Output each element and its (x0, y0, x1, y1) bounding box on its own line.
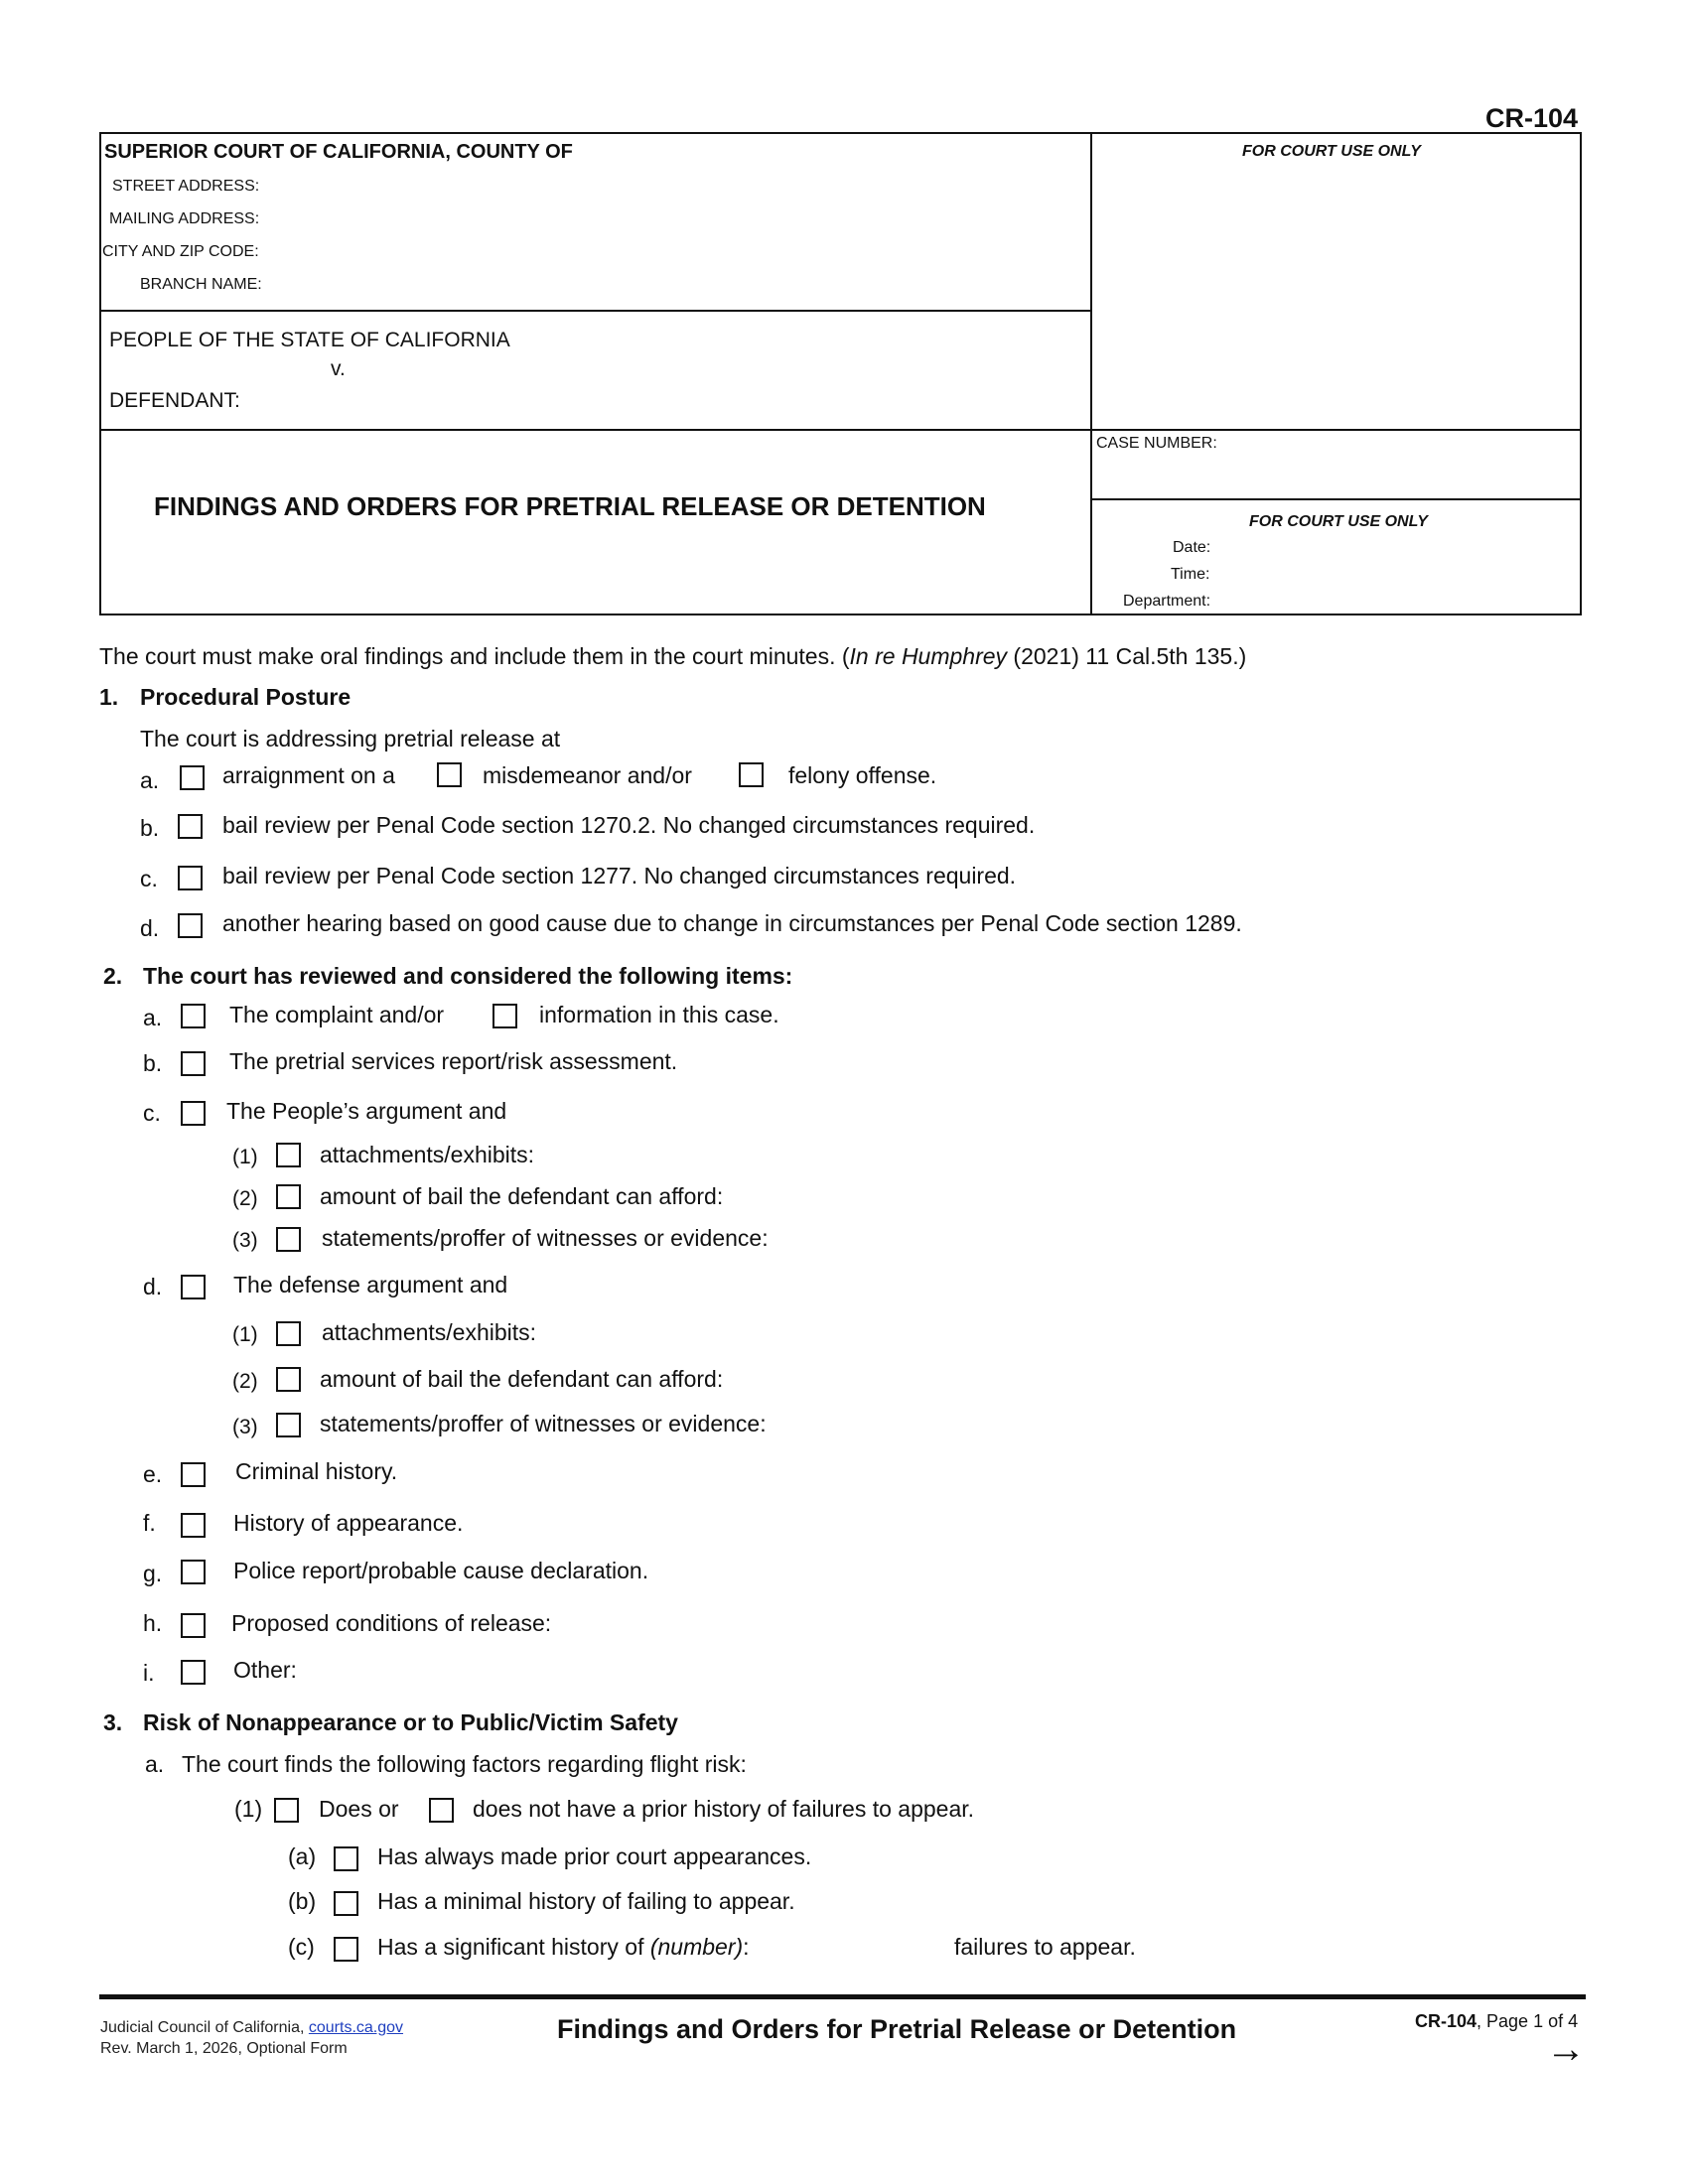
felony-checkbox[interactable] (739, 762, 764, 787)
item-letter: e. (143, 1461, 163, 1487)
item-text: Does or (319, 1796, 399, 1822)
item-text: The pretrial services report/risk assessment. (229, 1048, 678, 1074)
sub-number: (c) (288, 1934, 315, 1960)
item-text: felony offense. (788, 762, 937, 788)
item-letter: b. (140, 815, 160, 841)
proposed-conditions-checkbox[interactable] (181, 1613, 206, 1638)
for-court-use-label-2: FOR COURT USE ONLY (1249, 513, 1428, 530)
department-label: Department: (1123, 593, 1211, 610)
case-number-label: CASE NUMBER: (1096, 435, 1217, 452)
item-text: information in this case. (539, 1002, 779, 1027)
item-letter: h. (143, 1610, 163, 1636)
section1-lead: The court is addressing pretrial release at (140, 726, 561, 751)
defense-statements-checkbox[interactable] (276, 1413, 301, 1437)
caption-divider-1 (99, 310, 1090, 312)
item-text: misdemeanor and/or (483, 762, 692, 788)
item-letter: a. (143, 1005, 163, 1030)
versus-label: v. (331, 357, 346, 380)
item-text: Criminal history. (235, 1458, 398, 1484)
item-text: The People’s argument and (226, 1098, 507, 1124)
court-name-label: SUPERIOR COURT OF CALIFORNIA, COUNTY OF (104, 141, 573, 163)
footer-revision: Rev. March 1, 2026, Optional Form (100, 2040, 348, 2057)
sub-number: (b) (288, 1888, 317, 1914)
courts-link[interactable]: courts.ca.gov (308, 2019, 404, 2036)
always-appeared-checkbox[interactable] (334, 1846, 358, 1871)
caption-box (99, 132, 1582, 615)
for-court-use-label: FOR COURT USE ONLY (1242, 143, 1421, 160)
sub-number: (1) (234, 1796, 263, 1822)
branch-name-label: BRANCH NAME: (140, 276, 262, 293)
sub-number: (3) (232, 1229, 258, 1252)
police-report-checkbox[interactable] (181, 1560, 206, 1584)
sub-number: (2) (232, 1187, 258, 1210)
misdemeanor-checkbox[interactable] (437, 762, 462, 787)
bail-review-1277-checkbox[interactable] (178, 866, 203, 890)
item-letter: i. (143, 1660, 155, 1686)
item-text: amount of bail the defendant can afford: (320, 1366, 724, 1392)
caption-divider-vertical (1090, 132, 1092, 615)
bail-review-1270-checkbox[interactable] (178, 814, 203, 839)
item-text: Police report/probable cause declaration. (233, 1558, 649, 1583)
form-number: CR-104 (1485, 103, 1579, 133)
footer-page-info: CR-104, Page 1 of 4 (1415, 2011, 1579, 2031)
good-cause-hearing-checkbox[interactable] (178, 913, 203, 938)
intro-text: The court must make oral findings and include them in the court minutes. (In re Humphrey (2021) 11 Cal.5th 135.) (99, 643, 1247, 669)
sub-number: (1) (232, 1146, 258, 1168)
city-zip-label: CITY AND ZIP CODE: (102, 243, 259, 260)
item-letter: f. (143, 1510, 156, 1536)
defense-bail-amount-checkbox[interactable] (276, 1367, 301, 1392)
other-checkbox[interactable] (181, 1660, 206, 1685)
section3-number: 3. (103, 1709, 123, 1735)
history-of-appearance-checkbox[interactable] (181, 1513, 206, 1538)
section1-number: 1. (99, 684, 119, 710)
item-text: amount of bail the defendant can afford: (320, 1183, 724, 1209)
peoples-argument-checkbox[interactable] (181, 1101, 206, 1126)
minimal-fta-checkbox[interactable] (334, 1891, 358, 1916)
does-fta-checkbox[interactable] (274, 1798, 299, 1823)
section1-heading: Procedural Posture (140, 684, 352, 710)
item-text: arraignment on a (222, 762, 395, 788)
item-letter: c. (140, 866, 158, 891)
date-label: Date: (1173, 539, 1211, 556)
complaint-checkbox[interactable] (181, 1004, 206, 1028)
item-text: bail review per Penal Code section 1270.2. No changed circumstances required. (222, 812, 1036, 838)
arraignment-checkbox[interactable] (180, 765, 205, 790)
defense-attachments-checkbox[interactable] (276, 1321, 301, 1346)
item-text: The defense argument and (233, 1272, 508, 1297)
footer-title: Findings and Orders for Pretrial Release or Detention (557, 2014, 1237, 2044)
footer-rule (99, 1994, 1586, 1999)
item-letter: g. (143, 1561, 163, 1586)
item-text: attachments/exhibits: (320, 1142, 535, 1167)
item-text: Proposed conditions of release: (231, 1610, 552, 1636)
item-text: Has a significant history of (number): (377, 1934, 750, 1960)
next-page-arrow-icon: → (1546, 2027, 1586, 2071)
item-text: Has always made prior court appearances. (377, 1843, 812, 1869)
item-letter: a. (140, 767, 160, 793)
pretrial-services-checkbox[interactable] (181, 1051, 206, 1076)
item-text: another hearing based on good cause due to change in circumstances per Penal Code section 1289. (222, 910, 1242, 936)
item-text: History of appearance. (233, 1510, 464, 1536)
section2-number: 2. (103, 963, 123, 989)
form-title: FINDINGS AND ORDERS FOR PRETRIAL RELEASE OR DETENTION (154, 491, 986, 521)
item-text: statements/proffer of witnesses or evidence: (322, 1225, 769, 1251)
defendant-label: DEFENDANT: (109, 389, 240, 412)
street-address-label: STREET ADDRESS: (112, 178, 260, 195)
sub-number: (a) (288, 1843, 317, 1869)
people-attachments-checkbox[interactable] (276, 1143, 301, 1167)
item-text: attachments/exhibits: (322, 1319, 537, 1345)
item-text: does not have a prior history of failures to appear. (473, 1796, 975, 1822)
footer-council: Judicial Council of California, courts.ca.gov (100, 2019, 404, 2036)
item-text: Has a minimal history of failing to appear. (377, 1888, 795, 1914)
item-text: The complaint and/or (229, 1002, 445, 1027)
section2-heading: The court has reviewed and considered the following items: (143, 963, 793, 989)
information-checkbox[interactable] (492, 1004, 517, 1028)
criminal-history-checkbox[interactable] (181, 1462, 206, 1487)
defense-argument-checkbox[interactable] (181, 1275, 206, 1299)
sub-number: (1) (232, 1323, 258, 1346)
item-text: bail review per Penal Code section 1277. No changed circumstances required. (222, 863, 1017, 888)
item-letter: c. (143, 1100, 161, 1126)
significant-fta-checkbox[interactable] (334, 1937, 358, 1962)
item-text: Other: (233, 1657, 297, 1683)
caption-divider-3 (1090, 498, 1582, 500)
section3-heading: Risk of Nonappearance or to Public/Victim Safety (143, 1709, 678, 1735)
item-text: failures to appear. (954, 1934, 1136, 1960)
time-label: Time: (1171, 566, 1210, 583)
item-letter: a. (145, 1751, 165, 1777)
mailing-address-label: MAILING ADDRESS: (109, 210, 260, 227)
item-letter: b. (143, 1050, 163, 1076)
people-statements-checkbox[interactable] (276, 1227, 301, 1252)
sub-number: (2) (232, 1370, 258, 1393)
plaintiff-label: PEOPLE OF THE STATE OF CALIFORNIA (109, 329, 510, 351)
item-text: The court finds the following factors regarding flight risk: (182, 1751, 747, 1777)
people-bail-amount-checkbox[interactable] (276, 1184, 301, 1209)
item-text: statements/proffer of witnesses or evidence: (320, 1411, 767, 1436)
does-not-fta-checkbox[interactable] (429, 1798, 454, 1823)
caption-divider-2 (99, 429, 1582, 431)
item-letter: d. (143, 1274, 163, 1299)
sub-number: (3) (232, 1416, 258, 1438)
item-letter: d. (140, 915, 160, 941)
